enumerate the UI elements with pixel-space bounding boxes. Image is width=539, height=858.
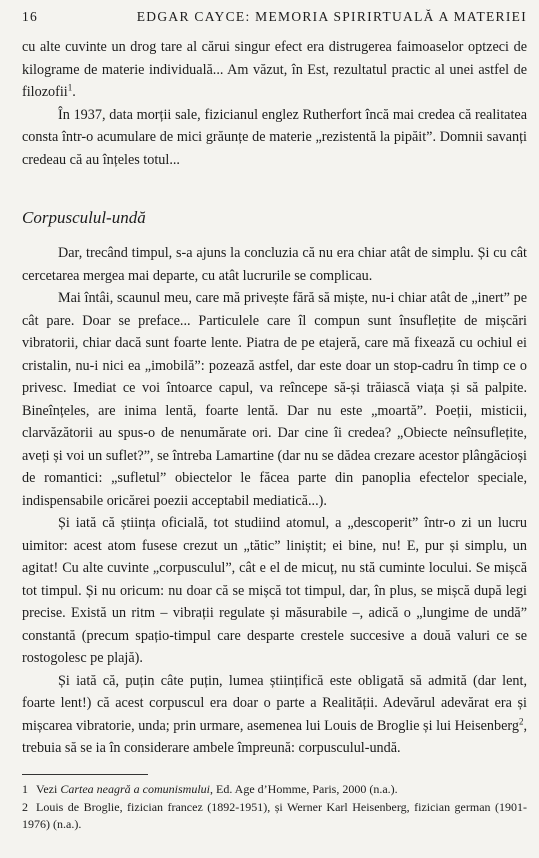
paragraph-text: Și iată că, puțin câte puțin, lumea științifică este obligată să admită (dar lent, foarte lent!) că acest corpuscul era doar o parte a Realității. Adevărul adevărat era și mișcarea vibratorie, unda; prin urmare, asemenea lui Louis de Broglie și lui Heisenberg [22, 672, 527, 734]
footnote-number: 1 [22, 782, 28, 796]
paragraph-text-end: , trebuia să se ia în considerare ambele împreună: corpusculul-undă. [22, 717, 527, 756]
page-number: 16 [22, 9, 39, 24]
section-heading: Corpusculul-undă [22, 208, 146, 227]
footnote-ref-1: 1 [67, 82, 73, 93]
top-text-block [22, 36, 527, 171]
paragraph-text-end: . [72, 84, 76, 100]
paragraph-3: Și iată că știința oficială, tot studiind atomul, a „descoperit” într-o zi un lucru uimitor: acest atom fusese crezut un „tătic” liniștit; ei bine, nu! E, pur și simplu, un agitat! Cu alte cuvinte „corpusculul”, cât e el de micuț, nu stă cuminte locului. Se mișcă tot timpul. Și nu oricum: nu doar că se mișcă tot timpul, dar, în plus, se mișcă după legi precise. Există un ritm – vibrații regulate și măsurabile –, adică o „lungime de undă” constantă (precum spațio-timpul care desparte crestele succesive a două valuri ce se rostogolesc pe plajă). [22, 515, 527, 666]
paragraph-2: Mai întâi, scaunul meu, care mă privește fără să miște, nu-i chiar atât de „inert” pe cât pare. Doar se preface... Particulele care îl compun sunt însuflețite de mișcări vibratorii, chiar dacă sunt foarte lente. Piatra de pe etajeră, care mă fixează cu ochiul ei cristalin, nu-i nici ea „imobilă”: pozează astfel, dar este doar un stop-cadru în timp ce o privesc. Imediat ce voi întoarce capul, va reîncepe să-și trăiască viața și să palpite. Bineînțeles, are inima lentă, foarte lentă. Dar nu este „moartă”. Poeții, misticii, clarvăzătorii au spus-o de nenumărate ori. Dar cine îi credea? „Obiecte neînsuflețite, aveți și voi un suflet?”, se întreba Lamartine (dar nu se dădea crezare acestor plângăcioși de romantici: „sufletul” obiectelor le făcea parte din panoplia efectelor speciale, indispensabile oricărei poezii acceptabil mediatică...). [22, 290, 527, 509]
footnote-ref-2: 2 [518, 715, 524, 726]
running-title: EDGAR CAYCE: MEMORIA SPIRIRTUALĂ A MATERIEI [136, 9, 527, 24]
paragraph-4 [22, 670, 527, 760]
section-body [22, 242, 527, 760]
footnote-1 [22, 781, 527, 799]
footnotes [22, 781, 527, 834]
paragraph-1: Dar, trecând timpul, s-a ajuns la concluzia că nu era chiar atât de simplu. Și cu cât cercetarea mergea mai departe, cu atât lucrurile se complicau. [22, 245, 527, 284]
footnote-number: 2 [22, 799, 28, 814]
paragraph-text: cu alte cuvinte un drog tare al cărui singur efect era distrugerea faimoaselor optzeci de kilograme de materie individuală... Am văzut, în Est, rezultatul practic al unei astfel de filozofii [22, 39, 527, 100]
footnote-2 [22, 799, 527, 834]
footnote-text: Louis de Broglie, fizician francez (1892-1951), și Werner Karl Heisenberg, fizician german (1901-1976) (n.a.). [22, 799, 527, 831]
footnote-divider [22, 774, 148, 775]
footnote-text: Vezi [36, 782, 61, 796]
running-header [22, 9, 527, 31]
footnote-book-title: Cartea neagră a comunismului [60, 782, 210, 796]
footnote-text-end: , Ed. Age d’Homme, Paris, 2000 (n.a.). [210, 782, 398, 796]
paragraph-rutherford: În 1937, data morții sale, fizicianul englez Rutherfort încă mai credea că realitatea consta într-o acumulare de mici grăunțe de materie „rezistentă la pipăit”. Domnii savanți credeau că au înțeles totul... [22, 106, 527, 168]
paragraph-continued [22, 36, 527, 104]
